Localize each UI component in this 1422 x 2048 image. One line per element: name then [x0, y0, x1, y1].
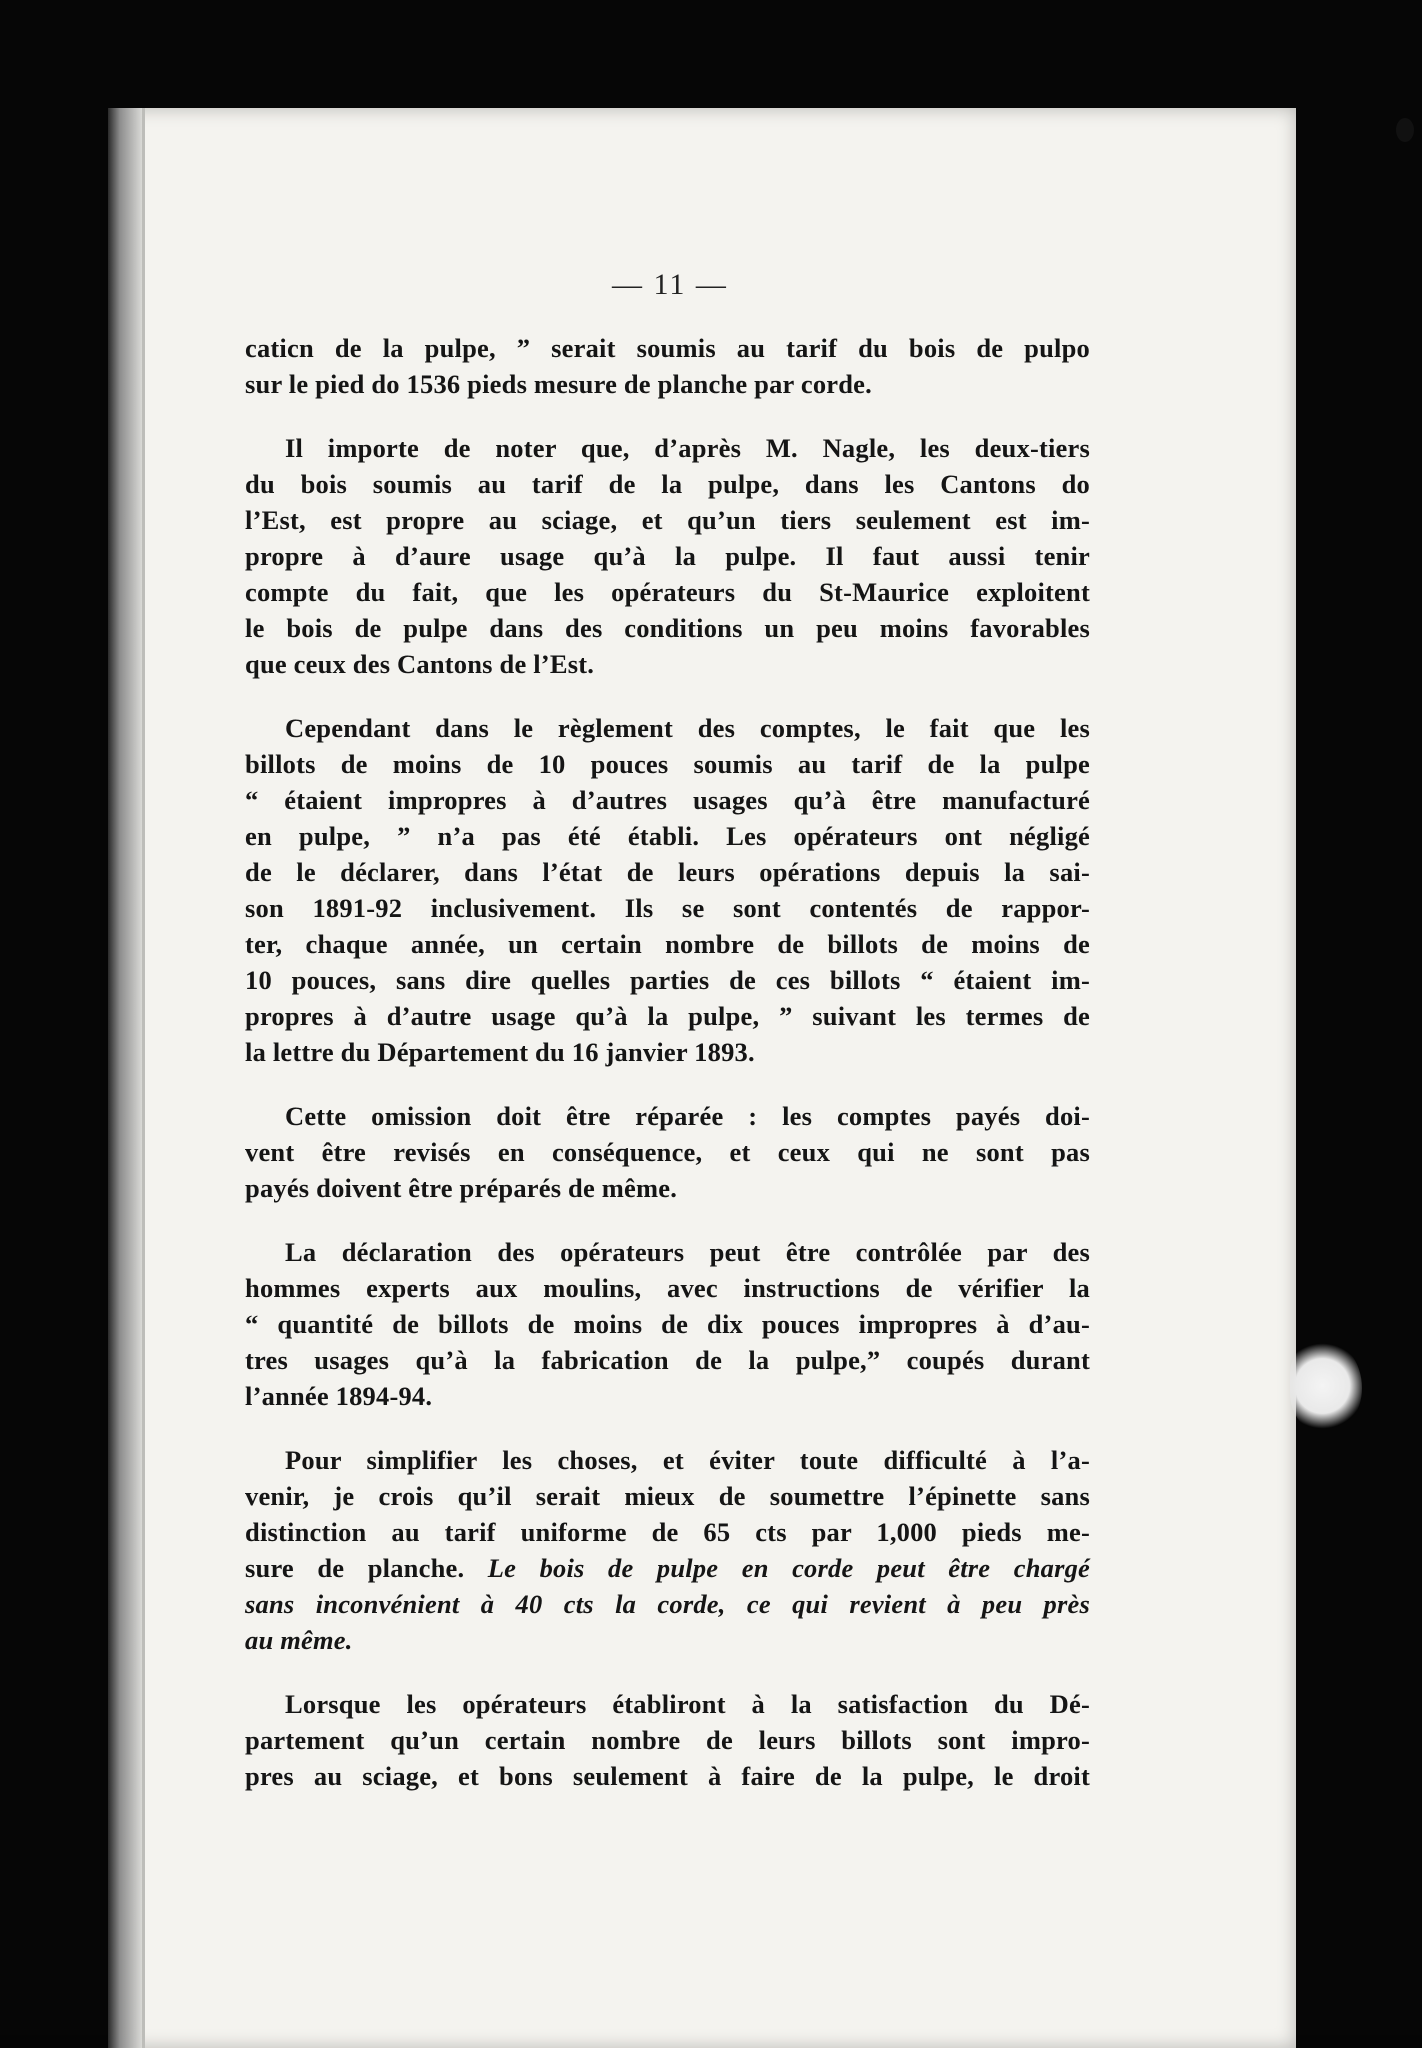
- ink-speck: [1396, 118, 1414, 142]
- text-line: du bois soumis au tarif de la pulpe, dans les Cantons do: [245, 469, 1090, 499]
- text-line: La déclaration des opérateurs peut être contrôlée par des: [285, 1237, 1090, 1267]
- paper-blemish: [1290, 1340, 1362, 1432]
- text-line: Il importe de noter que, d’après M. Nagle, les deux-tiers: [285, 433, 1090, 463]
- text-line: hommes experts aux moulins, avec instructions de vérifier la: [245, 1273, 1090, 1303]
- text-line: l’Est, est propre au sciage, et qu’un tiers seulement est im-: [245, 505, 1090, 535]
- text-line: partement qu’un certain nombre de leurs billots sont impro-: [245, 1725, 1090, 1755]
- text-line: propre à d’aure usage qu’à la pulpe. Il faut aussi tenir: [245, 541, 1090, 571]
- paragraph-3: [245, 710, 1090, 1070]
- text-line: propres à d’autre usage qu’à la pulpe, ” suivant les termes de: [245, 1001, 1090, 1031]
- text-line: l’année 1894-94.: [245, 1381, 433, 1411]
- text-line: en pulpe, ” n’a pas été établi. Les opérateurs ont négligé: [245, 821, 1090, 851]
- italic-line: au même.: [245, 1625, 353, 1655]
- text-line: le bois de pulpe dans des conditions un peu moins favorables: [245, 613, 1090, 643]
- paragraph-1: [245, 330, 1090, 402]
- binding-shadow: [108, 108, 142, 2048]
- text-line: venir, je crois qu’il serait mieux de soumettre l’épinette sans: [245, 1481, 1090, 1511]
- text-line: Lorsque les opérateurs établiront à la satisfaction du Dé-: [285, 1689, 1090, 1719]
- text-line: “ étaient impropres à d’autres usages qu’à être manufacturé: [245, 785, 1090, 815]
- italic-line: sans inconvénient à 40 cts la corde, ce qui revient à peu près: [245, 1589, 1090, 1619]
- text-line: distinction au tarif uniforme de 65 cts par 1,000 pieds me-: [245, 1517, 1090, 1547]
- text-line: compte du fait, que les opérateurs du St-Maurice exploitent: [245, 577, 1090, 607]
- text-line: sur le pied do 1536 pieds mesure de planche par corde.: [245, 369, 872, 399]
- paragraph-6: [245, 1442, 1090, 1658]
- text-line: “ quantité de billots de moins de dix pouces impropres à d’au-: [245, 1309, 1090, 1339]
- text-line: la lettre du Département du 16 janvier 1893.: [245, 1037, 755, 1067]
- text-line: Pour simplifier les choses, et éviter toute difficulté à l’a-: [285, 1445, 1090, 1475]
- text-line: vent être revisés en conséquence, et ceux qui ne sont pas: [245, 1137, 1090, 1167]
- text-line: caticn de la pulpe, ” serait soumis au tarif du bois de pulpo: [245, 333, 1090, 363]
- text-line: billots de moins de 10 pouces soumis au tarif de la pulpe: [245, 749, 1090, 779]
- text-line: pres au sciage, et bons seulement à faire de la pulpe, le droit: [245, 1761, 1090, 1791]
- binding-edge: [142, 108, 145, 2048]
- body-text: [245, 330, 1090, 1822]
- page-number: — 11 —: [612, 268, 728, 301]
- text-line: de le déclarer, dans l’état de leurs opérations depuis la sai-: [245, 857, 1090, 887]
- text-line: que ceux des Cantons de l’Est.: [245, 649, 595, 679]
- text-line: son 1891-92 inclusivement. Ils se sont contentés de rappor-: [245, 893, 1090, 923]
- text-line: Cette omission doit être réparée : les comptes payés doi-: [285, 1101, 1090, 1131]
- text-line: Cependant dans le règlement des comptes, le fait que les: [285, 713, 1090, 743]
- text-line: tres usages qu’à la fabrication de la pulpe,” coupés durant: [245, 1345, 1090, 1375]
- text-segment: sure de planche.: [245, 1553, 465, 1583]
- paragraph-4: [245, 1098, 1090, 1206]
- text-line: payés doivent être préparés de même.: [245, 1173, 678, 1203]
- italic-text: Le bois de pulpe en corde peut être chargé: [487, 1553, 1091, 1583]
- text-line: ter, chaque année, un certain nombre de billots de moins de: [245, 929, 1090, 959]
- paragraph-2: [245, 430, 1090, 682]
- paragraph-7: [245, 1686, 1090, 1794]
- text-line: 10 pouces, sans dire quelles parties de ces billots “ étaient im-: [245, 965, 1090, 995]
- paragraph-5: [245, 1234, 1090, 1414]
- text-line: [245, 1550, 1090, 1586]
